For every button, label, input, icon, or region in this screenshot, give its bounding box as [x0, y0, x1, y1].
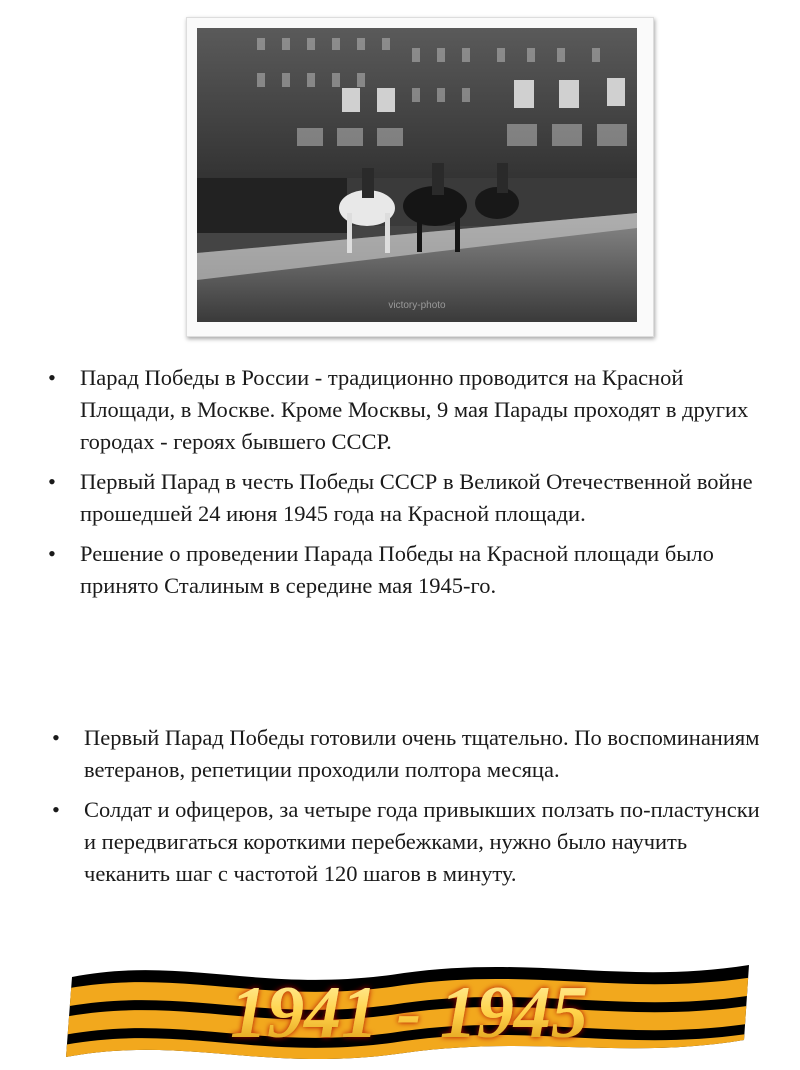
list-item: • Решение о проведении Парада Победы на Красной площади было принято Сталиным в середине мая 1945-го.: [80, 538, 770, 602]
list-item: • Первый Парад Победы готовили очень тщательно. По воспоминаниям ветеранов, репетиции проходили полтора месяца.: [84, 722, 774, 786]
bullet-list-bottom: [84, 722, 774, 898]
list-item: • Первый Парад в честь Победы СССР в Великой Отечественной войне прошедшей 24 июня 1945 года на Красной площади.: [80, 466, 770, 530]
list-item: • Солдат и офицеров, за четыре года привыкших ползать по-пластунски и передвигаться короткими перебежками, нужно было научить чеканить шаг с частотой 120 шагов в минуту.: [84, 794, 774, 890]
list-item: • Парад Победы в России - традиционно проводится на Красной Площади, в Москве. Кроме Москвы, 9 мая Парады проходят в других городах - героях бывшего СССР.: [80, 362, 770, 458]
st-george-ribbon-banner: [64, 955, 754, 1065]
ribbon-years-text: 1941 - 1945: [230, 972, 588, 1054]
photo-frame: [186, 17, 654, 337]
photo-watermark: victory-photo: [388, 300, 446, 311]
bullet-list-top: [80, 362, 770, 610]
parade-photo: [197, 28, 637, 322]
